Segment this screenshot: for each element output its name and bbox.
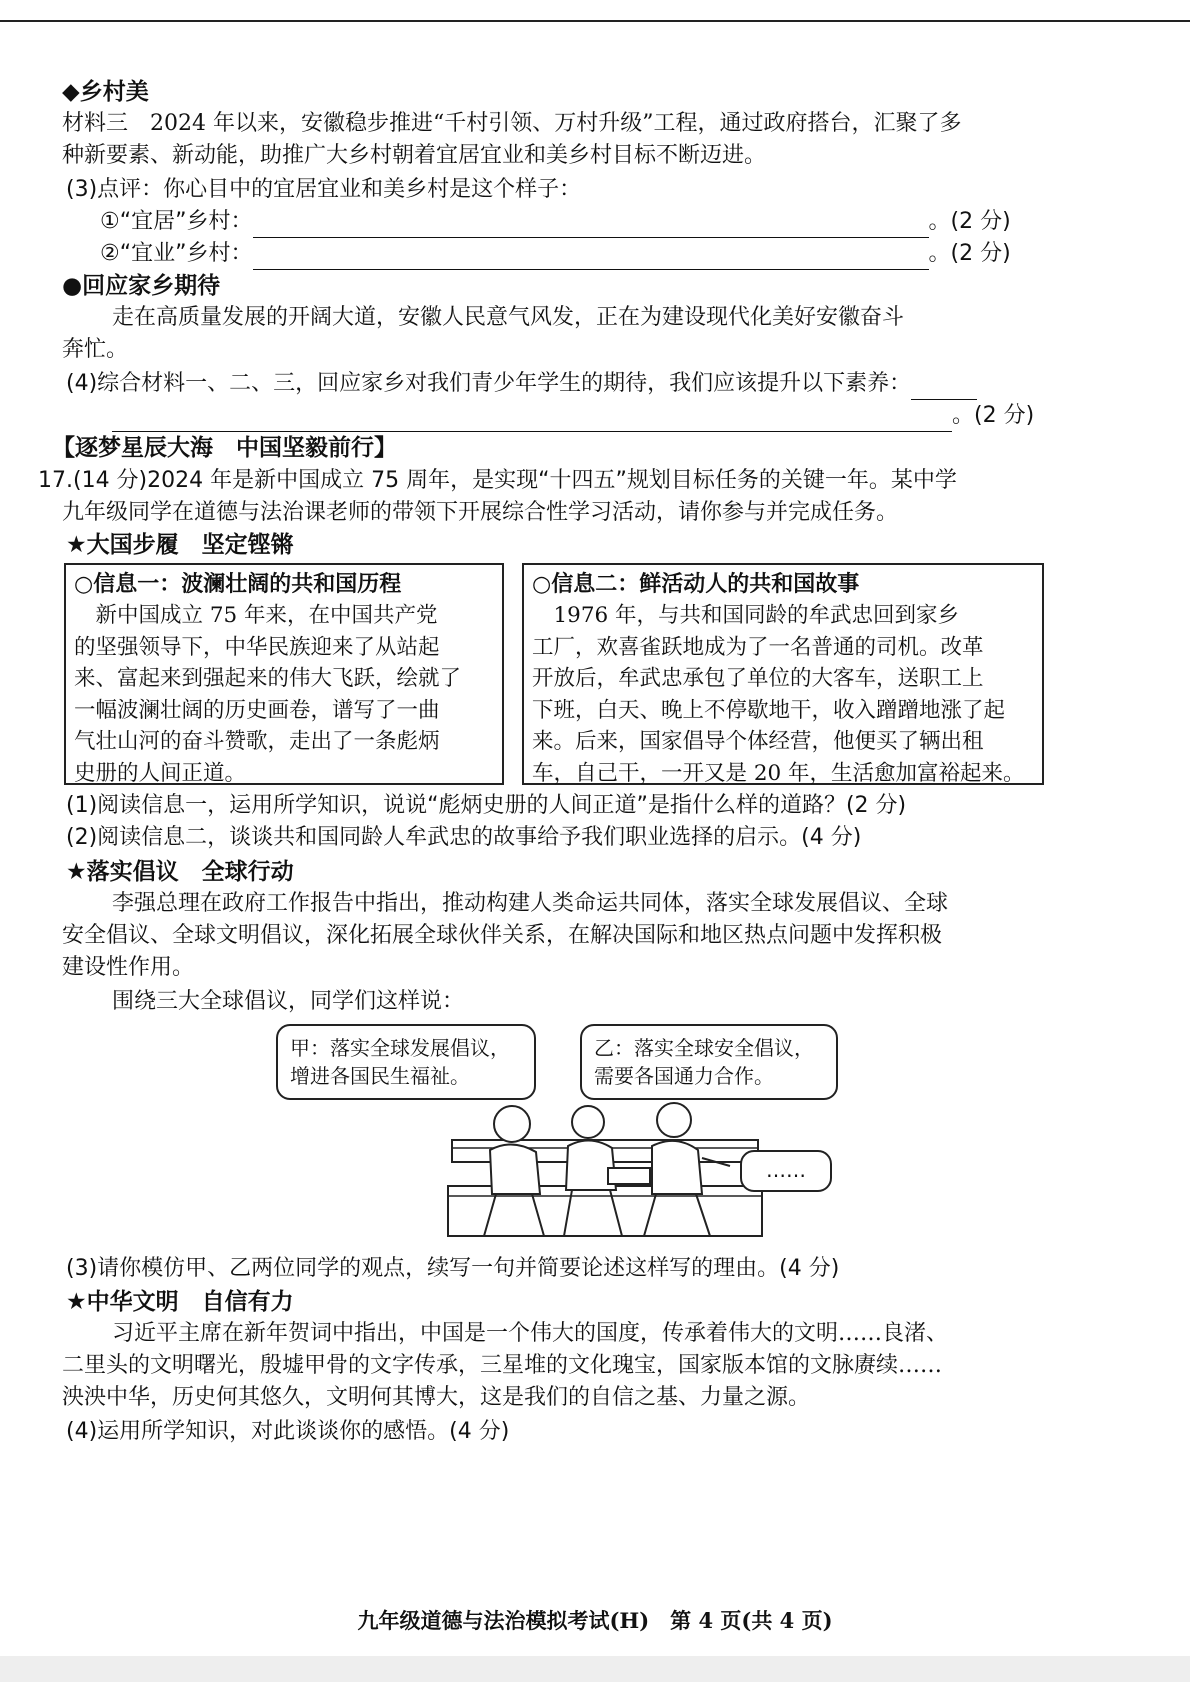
subheading-civilization: ★中华文明 自信有力 (66, 1289, 294, 1315)
info-one-line: 的坚强领导下，中华民族迎来了从站起 (74, 634, 440, 660)
question-17-1: (1)阅读信息一，运用所学知识，说说“彪炳史册的人间正道”是指什么样的道路？(2 分) (66, 793, 907, 818)
info-two-line: 车，自己干，一开又是 20 年，生活愈加富裕起来。 (532, 760, 1025, 786)
question-17-line2: 九年级同学在道德与法治课老师的带领下开展综合性学习活动，请你参与并完成任务。 (62, 500, 899, 525)
question-3-rural: (3)点评：你心目中的宜居宜业和美乡村是这个样子： (66, 177, 582, 202)
material-three-line1: 材料三 2024 年以来，安徽稳步推进“千村引领、万村升级”工程，通过政府搭台，汇聚了多 (62, 111, 962, 136)
info-two-line: 开放后，牟武忠承包了单位的大客车，送职工上 (532, 666, 984, 691)
info-two-line: 1976 年，与共和国同龄的牟武忠回到家乡 (532, 603, 960, 628)
students-illustration (440, 1090, 770, 1240)
info-two-title: ○信息二：鲜活动人的共和国故事 (532, 572, 860, 597)
answer-blank-q4-a[interactable] (911, 375, 977, 400)
answer-blank-livable[interactable] (253, 213, 929, 238)
bubble-jia-line2: 增进各国民生福祉。 (290, 1064, 470, 1088)
answer-blank-business[interactable] (253, 245, 929, 270)
speech-bubble-bing (740, 1150, 832, 1192)
info-one-line: 气壮山河的奋斗赞歌，走出了一条彪炳 (74, 729, 440, 754)
info-two-line: 下班，白天、晚上不停歇地干，收入蹭蹭地涨了起 (532, 697, 1006, 723)
initiative-para-line2: 安全倡议、全球文明倡议，深化拓展全球伙伴关系，在解决国际和地区热点问题中发挥积极 (62, 923, 943, 948)
score-q4: 。(2 分) (952, 403, 1035, 428)
page-footer: 九年级道德与法治模拟考试(H) 第 4 页(共 4 页) (357, 1608, 833, 1633)
section-heading-hometown: ●回应家乡期待 (62, 273, 221, 299)
question-4-text: (4)综合材料一、二、三，回应家乡对我们青少年学生的期待，我们应该提升以下素养： (66, 371, 912, 396)
civilization-para-line3: 泱泱中华，历史何其悠久，文明何其博大，这是我们的自信之基、力量之源。 (62, 1385, 811, 1410)
section-heading-rural: ◆乡村美 (62, 79, 149, 105)
score-livable: 。(2 分) (928, 209, 1011, 234)
question-17-3: (3)请你模仿甲、乙两位同学的观点，续写一句并简要论述这样写的理由。(4 分) (66, 1256, 840, 1281)
initiative-para-line1: 李强总理在政府工作报告中指出，推动构建人类命运共同体，落实全球发展倡议、全球 (112, 891, 949, 916)
info-one-line: 一幅波澜壮阔的历史画卷，谱写了一曲 (74, 697, 440, 723)
speech-bubble-yi (580, 1024, 838, 1100)
info-two-line: 来。后来，国家倡导个体经营，他便买了辆出租 (532, 729, 984, 754)
hometown-para-line2: 奔忙。 (62, 337, 129, 362)
section-heading-dream: 【逐梦星辰大海 中国坚毅前行】 (52, 435, 397, 461)
speech-bubble-jia (276, 1024, 536, 1100)
info-one-line: 史册的人间正道。 (74, 760, 247, 786)
answer-row-livable (100, 206, 1011, 238)
initiative-para-line4: 围绕三大全球倡议，同学们这样说： (112, 989, 465, 1014)
info-one-line: 新中国成立 75 年来，在中国共产党 (74, 603, 438, 628)
answer-row-business (100, 238, 1011, 270)
question-17-2: (2)阅读信息二，谈谈共和国同龄人牟武忠的故事给予我们职业选择的启示。(4 分) (66, 825, 862, 850)
subheading-global-initiatives: ★落实倡议 全球行动 (66, 859, 294, 885)
subheading-great-power: ★大国步履 坚定铿锵 (66, 532, 294, 558)
answer-label-business: ②“宜业”乡村： (100, 241, 253, 266)
bubble-yi-line1: 乙：落实全球安全倡议， (594, 1036, 814, 1060)
initiative-para-line3: 建设性作用。 (62, 955, 195, 980)
civilization-para-line2: 二里头的文明曙光，殷墟甲骨的文字传承，三星堆的文化瑰宝，国家版本馆的文脉赓续…… (62, 1353, 943, 1378)
info-box-two (522, 563, 1044, 785)
question-4-answer-row (112, 400, 1034, 432)
answer-label-livable: ①“宜居”乡村： (100, 209, 253, 234)
info-one-title: ○信息一：波澜壮阔的共和国历程 (74, 572, 402, 597)
top-border (0, 0, 1190, 22)
question-4-hometown (66, 368, 977, 400)
bubble-bing-text: …… (766, 1158, 806, 1182)
question-17-4: (4)运用所学知识，对此谈谈你的感悟。(4 分) (66, 1419, 510, 1444)
bottom-strip (0, 1656, 1190, 1682)
civilization-para-line1: 习近平主席在新年贺词中指出，中国是一个伟大的国度，传承着伟大的文明……良渚、 (112, 1321, 949, 1346)
info-box-one (64, 563, 504, 785)
question-17-line1: 17.(14 分)2024 年是新中国成立 75 周年，是实现“十四五”规划目标任务的关键一年。某中学 (38, 468, 957, 493)
bubble-jia-line1: 甲：落实全球发展倡议， (290, 1036, 510, 1060)
score-business: 。(2 分) (928, 241, 1011, 266)
bubble-yi-line2: 需要各国通力合作。 (594, 1064, 774, 1088)
info-two-line: 工厂，欢喜雀跃地成为了一名普通的司机。改革 (532, 634, 984, 660)
hometown-para-line1: 走在高质量发展的开阔大道，安徽人民意气风发，正在为建设现代化美好安徽奋斗 (112, 305, 905, 330)
info-one-line: 来、富起来到强起来的伟大飞跃，绘就了 (74, 666, 462, 691)
material-three-line2: 种新要素、新动能，助推广大乡村朝着宜居宜业和美乡村目标不断迈进。 (62, 143, 767, 168)
answer-blank-q4-b[interactable] (112, 407, 952, 432)
